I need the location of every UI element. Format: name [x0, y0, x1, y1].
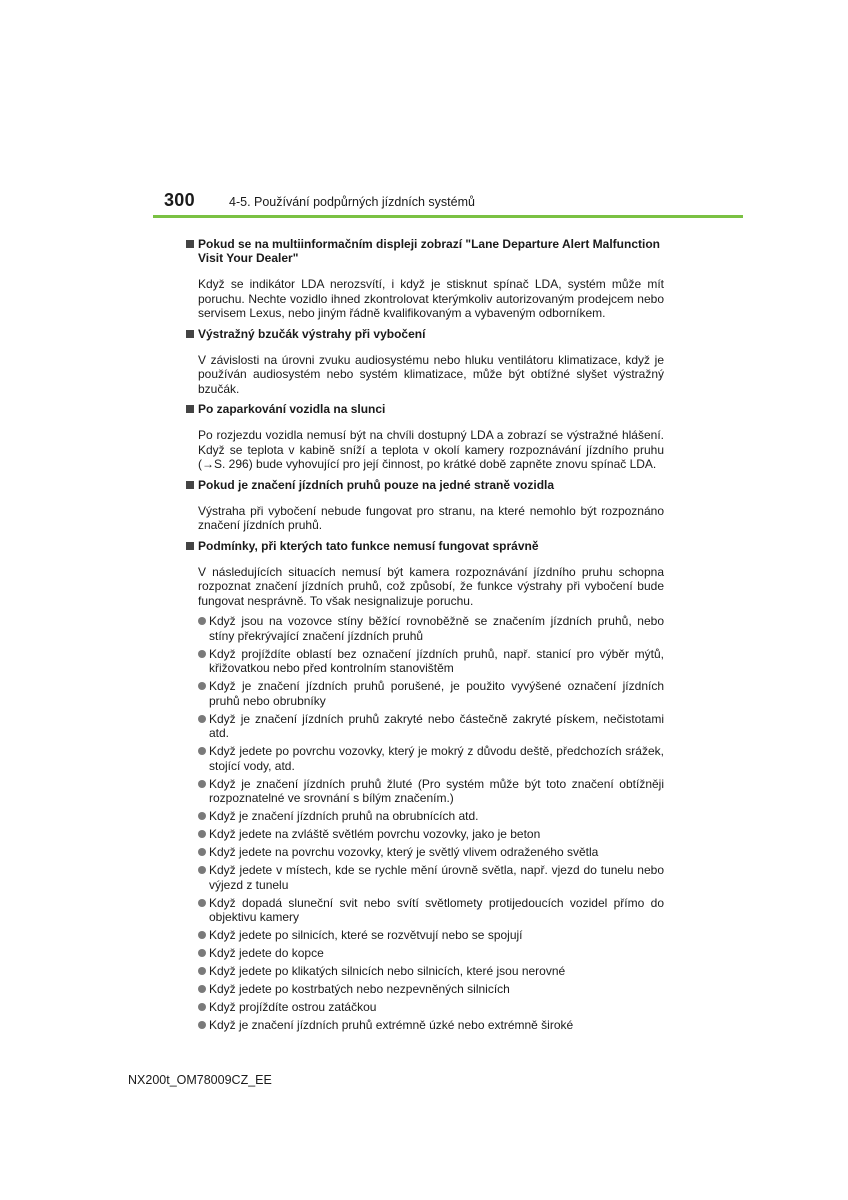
list-item-text: Když je značení jízdních pruhů na obrubnících atd. [209, 809, 479, 823]
square-bullet-icon [186, 481, 194, 489]
square-bullet-icon [186, 405, 194, 413]
section-heading [186, 237, 664, 265]
section-one-side-marking [186, 478, 664, 533]
chapter-title: 4-5. Používání podpůrných jízdních systémů [229, 195, 475, 209]
list-item-text: Když jedete po klikatých silnicích nebo silnicích, které jsou nerovné [209, 964, 566, 978]
list-item-text: Když je značení jízdních pruhů porušené, je použito vyvýšené označení jízdních pruhů nebo obrubníky [209, 679, 664, 708]
square-bullet-icon [186, 542, 194, 550]
section-conditions [186, 539, 664, 1033]
document-code: NX200t_OM78009CZ_EE [128, 1073, 272, 1087]
list-item [198, 982, 664, 997]
list-item [198, 827, 664, 842]
section-heading [186, 478, 664, 492]
round-bullet-icon [198, 650, 206, 658]
section-paragraph: Výstraha při vybočení nebude fungovat pro stranu, na které nemohlo být rozpoznáno značení jízdních pruhů. [198, 503, 664, 532]
list-item-text: Když jedete po povrchu vozovky, který je mokrý z důvodu deště, předchozích srážek, stojící vody, atd. [209, 744, 664, 773]
section-paragraph: Když se indikátor LDA nerozsvítí, i když je stisknut spínač LDA, systém může mít poruchu. Nechte vozidlo ihned zkontrolovat kterýmkoliv autorizovaným prodejcem nebo servisem Lexus, nebo jiným řádně kvalifikovaným a vybaveným odborníkem. [198, 277, 664, 320]
list-item-text: Když jsou na vozovce stíny běžící rovnoběžně se značením jízdních pruhů, nebo stíny překrývající značení jízdních pruhů [209, 614, 664, 643]
section-parked-in-sun [186, 402, 664, 472]
round-bullet-icon [198, 866, 206, 874]
square-bullet-icon [186, 240, 194, 248]
list-item-text: Když je značení jízdních pruhů zakryté nebo částečně zakryté pískem, nečistotami atd. [209, 711, 664, 740]
round-bullet-icon [198, 931, 206, 939]
section-paragraph: V závislosti na úrovni zvuku audiosystému nebo hluku ventilátoru klimatizace, když je používán audiosystém nebo systém klimatizace, může být obtížné slyšet výstražný bzučák. [198, 352, 664, 396]
list-item [198, 712, 664, 741]
list-item-text: Když jedete na povrchu vozovky, který je světlý vlivem odraženého světla [209, 845, 599, 859]
list-item [198, 845, 664, 860]
list-item [198, 614, 664, 643]
square-bullet-icon [186, 330, 194, 338]
round-bullet-icon [198, 949, 206, 957]
round-bullet-icon [198, 812, 206, 820]
list-item-text: Když je značení jízdních pruhů žluté (Pro systém může být toto značení obtížněji rozpoznatelné ve srovnání s bílým značením.) [209, 776, 664, 805]
round-bullet-icon [198, 715, 206, 723]
list-item [198, 896, 664, 925]
list-item [198, 679, 664, 708]
section-heading-text: Pokud se na multiinformačním displeji zobrazí "Lane Departure Alert Malfunction Visit Your Dealer" [198, 237, 660, 265]
conditions-list [198, 614, 664, 1033]
round-bullet-icon [198, 1021, 206, 1029]
list-item [198, 928, 664, 943]
round-bullet-icon [198, 747, 206, 755]
list-item-text: Když dopadá sluneční svit nebo svítí světlomety protijedoucích vozidel přímo do objektivu kamery [209, 895, 664, 924]
list-item-text: Když jedete do kopce [209, 946, 324, 960]
header-divider [153, 215, 743, 218]
list-item-text: Když jedete po kostrbatých nebo nezpevněných silnicích [209, 982, 510, 996]
list-item-text: Když jedete na zvláště světlém povrchu vozovky, jako je beton [209, 827, 541, 841]
list-item [198, 1018, 664, 1033]
list-item [198, 1000, 664, 1015]
section-heading-text: Výstražný bzučák výstrahy při vybočení [198, 326, 426, 341]
page-number: 300 [164, 190, 195, 210]
round-bullet-icon [198, 848, 206, 856]
list-item-text: Když projíždíte ostrou zatáčkou [209, 1000, 377, 1014]
list-item [198, 744, 664, 773]
section-paragraph: Po rozjezdu vozidla nemusí být na chvíli dostupný LDA a zobrazí se výstražné hlášení. Když se teplota v kabině sníží a teplota v okolí kamery rozpoznávání jízdního pruhu (→S. 296) bude vyhovující pro její činnost, po krátké době zapněte znovu spínač LDA. [198, 428, 664, 471]
round-bullet-icon [198, 780, 206, 788]
list-item [198, 647, 664, 676]
round-bullet-icon [198, 899, 206, 907]
list-item-text: Když je značení jízdních pruhů extrémně úzké nebo extrémně široké [209, 1018, 574, 1032]
section-paragraph: V následujících situacích nemusí být kamera rozpoznávání jízdního pruhu schopna rozpoznat značení jízdních pruhů, což způsobí, že funkce výstrahy při vybočení bude fungovat nesprávně. To však nesignalizuje poruchu. [198, 564, 664, 608]
section-heading-text: Podmínky, při kterých tato funkce nemusí fungovat správně [198, 538, 539, 553]
list-item-text: Když projíždíte oblastí bez označení jízdních pruhů, např. stanicí pro výběr mýtů, křižovatkou nebo před kontrolním stanovištěm [209, 646, 664, 675]
section-heading-text: Pokud je značení jízdních pruhů pouze na jedné straně vozidla [198, 477, 555, 492]
list-item-text: Když jedete po silnicích, které se rozvětvují nebo se spojují [209, 928, 523, 942]
section-lda-malfunction [186, 237, 664, 321]
section-warning-buzzer [186, 327, 664, 397]
page-content [186, 237, 664, 1036]
section-heading [186, 539, 664, 553]
round-bullet-icon [198, 967, 206, 975]
round-bullet-icon [198, 985, 206, 993]
section-heading [186, 402, 664, 416]
round-bullet-icon [198, 617, 206, 625]
list-item [198, 946, 664, 961]
round-bullet-icon [198, 682, 206, 690]
section-heading [186, 327, 664, 341]
round-bullet-icon [198, 1003, 206, 1011]
list-item [198, 777, 664, 806]
list-item [198, 863, 664, 892]
list-item [198, 964, 664, 979]
section-heading-text: Po zaparkování vozidla na slunci [198, 402, 386, 416]
list-item [198, 809, 664, 824]
list-item-text: Když jedete v místech, kde se rychle mění úrovně světla, např. vjezd do tunelu nebo výjezd z tunelu [209, 863, 664, 892]
page-header [0, 190, 848, 220]
round-bullet-icon [198, 830, 206, 838]
